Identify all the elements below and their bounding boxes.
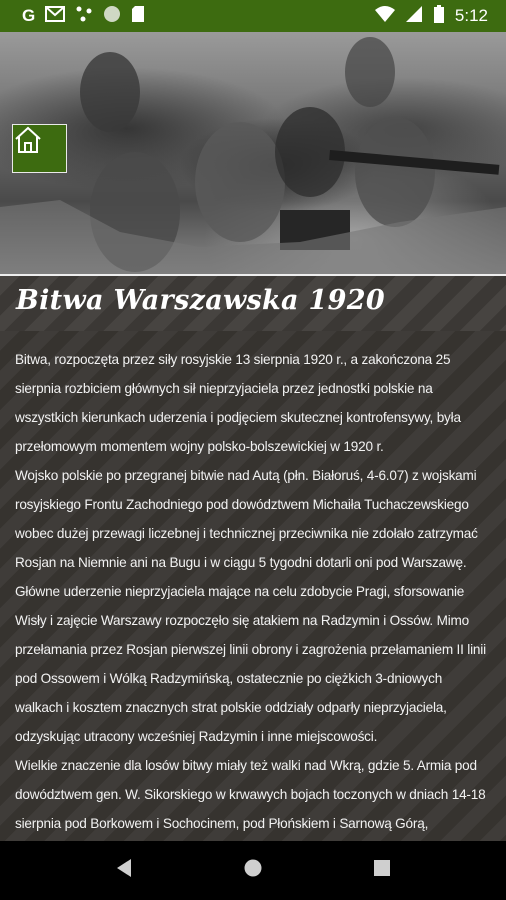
signal-icon — [405, 5, 423, 28]
article-content[interactable] — [0, 331, 506, 841]
home-button[interactable] — [12, 124, 67, 173]
title-band — [0, 274, 506, 333]
status-bar — [0, 0, 506, 32]
clock: 5:12 — [454, 6, 488, 25]
google-icon: G — [22, 6, 36, 25]
notification-icons — [0, 5, 145, 28]
navigation-bar — [0, 841, 506, 900]
system-icons — [375, 0, 488, 32]
cast-icon — [75, 5, 93, 28]
article-body: Bitwa, rozpoczęta przez siły rosyjskie 13 sierpnia 1920 r., a zakończona 25 sierpnia rozbiciem głównych sił nieprzyjaciela przez jednostki polskie na wszystkich kierunkach uderzenia i podjęciem skutecznej kontrofensywy, była przełomowym momentem wojny polsko-bolszewickiej w 1920 r. Wojsko polskie po przegranej bitwie nad Autą (płn. Białoruś, 4-6.07) z wojskami rosyjskiego Frontu Zachodniego pod dowództwem Michaiła Tuchaczewskiego wobec dużej przewagi liczebnej i technicznej przeciwnika nie zdołało zatrzymać Rosjan na Niemnie ani na Bugu i w ciągu 5 tygodni dotarli oni pod Warszawę. Główne uderzenie nieprzyjaciela mające na celu zdobycie Pragi, sforsowanie Wisły i zajęcie Warszawy rozpoczęło się atakiem na Radzymin i Ossów. Mimo przełamania przez Rosjan pierwszej linii obrony i zagrożenia przełamaniem II linii pod Ossowem i Wólką Radzymińską, ostatecznie po ciężkich 3-dniowych walkach i kosztem znacznych strat polskie oddziały odparły nieprzyjaciela, odzyskując utracony wcześniej Radzymin i inne miejscowości. Wielkie znaczenie dla losów bitwy miały też walki nad Wkrą, gdzie 5. Armia pod dowództwem gen. W. Sikorskiego w krwawych bojach toczonych w dniach 14-18 sierpnia pod Borkowem i Sochocinem, pod Płońskiem i Sarnową Górą, — [15, 352, 486, 831]
home-nav-button[interactable] — [233, 851, 273, 891]
mail-icon — [45, 6, 65, 27]
wifi-icon — [375, 6, 395, 27]
recents-icon — [373, 859, 391, 882]
battery-icon — [433, 5, 445, 28]
back-button[interactable] — [104, 851, 144, 891]
recents-button[interactable] — [362, 851, 402, 891]
page-title: Bitwa Warszawska 1920 — [16, 285, 385, 316]
header-photo — [0, 32, 506, 274]
circle-icon — [103, 5, 121, 28]
back-icon — [115, 858, 133, 883]
home-circle-icon — [243, 858, 263, 883]
sd-card-icon — [131, 5, 145, 28]
